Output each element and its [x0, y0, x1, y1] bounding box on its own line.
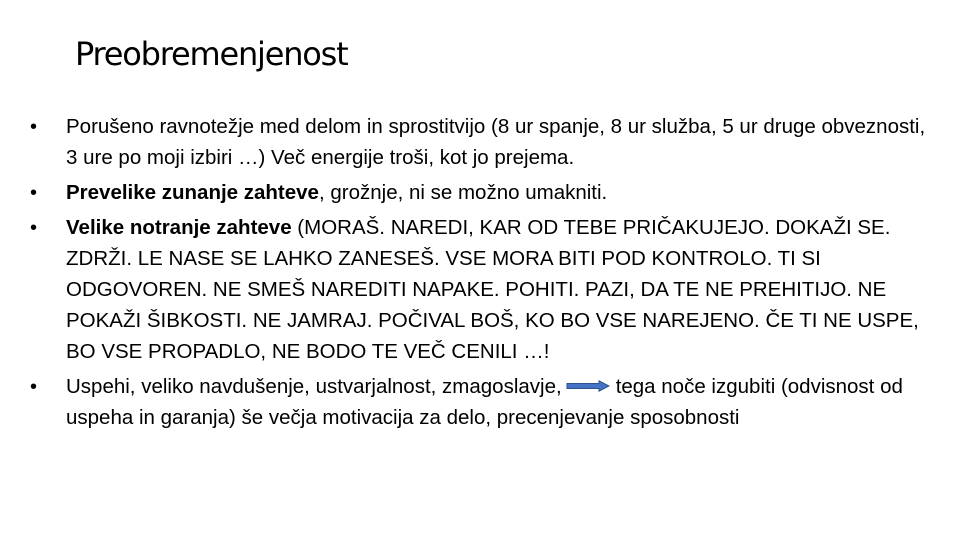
bullet-list — [30, 111, 942, 437]
bullet-point-icon — [30, 212, 66, 244]
bullet-text: (MORAŠ. NAREDI, KAR OD TEBE PRIČAKUJEJO. DOKAŽI SE. ZDRŽI. LE NASE SE LAHKO ZANESEŠ. VSE MORA BITI POD KONTROLO. TI SI ODGOVOREN. NE SMEŠ NAREDITI NAPAKE. POHITI. PAZI, DA TE NE PREHITIJO. NE POKAŽI ŠIBKOSTI. NE JAMRAJ. POČIVAL BOŠ, KO BO VSE NAREJENO. ČE TI NE USPE, BO VSE PROPADLO, NE BODO TE VEČ CENILI …! — [66, 216, 919, 363]
bullet-item-successes — [30, 371, 942, 433]
right-arrow-icon — [566, 380, 610, 392]
bullet-item-external-demands — [30, 177, 942, 208]
bullet-item-work-balance — [30, 111, 942, 173]
bullet-point-icon — [30, 371, 66, 403]
bullet-bold-text: Prevelike zunanje zahteve — [66, 181, 319, 204]
bullet-text: , grožnje, ni se možno umakniti. — [318, 181, 608, 204]
bullet-text-after-arrow: tega noče izgubiti (odvisnost od uspeha in garanja) še večja motivacija za delo, precenjevanje sposobnosti — [66, 375, 903, 429]
slide-title: Preobremenjenost — [75, 35, 348, 73]
bullet-point-icon — [30, 111, 66, 143]
bullet-point-icon — [30, 177, 66, 209]
bullet-text-before-arrow: Uspehi, veliko navdušenje, ustvarjalnost, zmagoslavje, — [66, 375, 562, 398]
bullet-bold-text: Velike notranje zahteve — [66, 216, 292, 239]
bullet-text: Porušeno ravnotežje med delom in sprostitvijo (8 ur spanje, 8 ur služba, 5 ur druge obveznosti, 3 ure po moji izbiri …) Več energije troši, kot jo prejema. — [66, 115, 926, 169]
bullet-item-internal-demands — [30, 212, 942, 367]
